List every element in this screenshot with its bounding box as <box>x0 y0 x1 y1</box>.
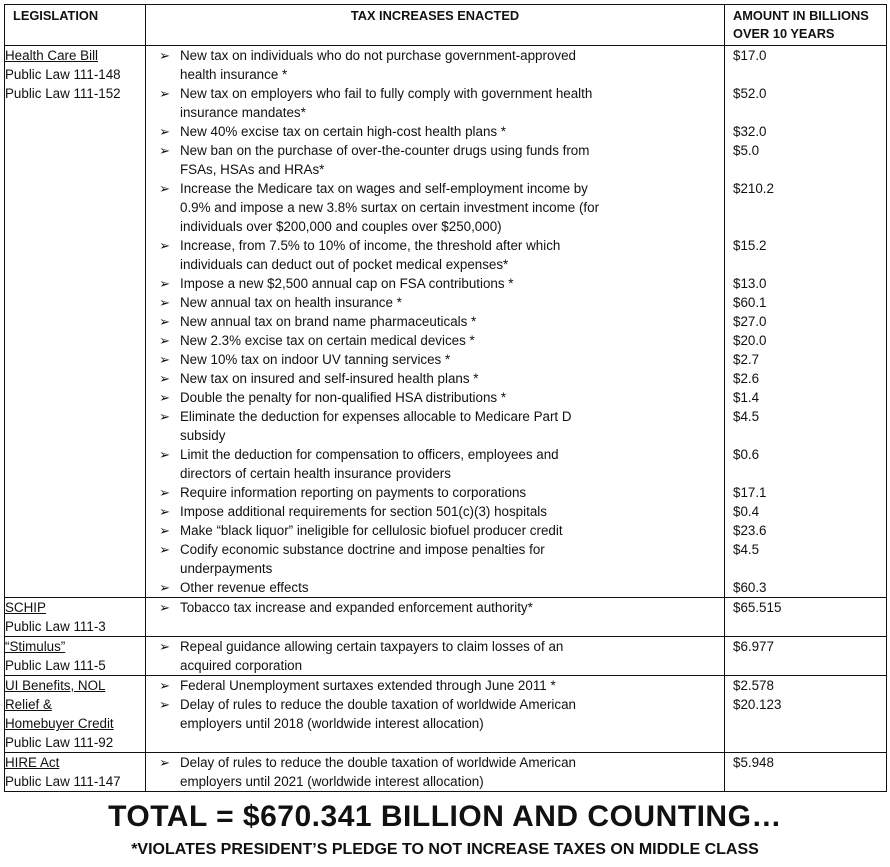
table-body <box>5 46 887 792</box>
tax-item <box>146 598 724 617</box>
arrow-bullet-icon: ➢ <box>159 697 170 712</box>
legislation-name: Relief & <box>5 697 52 712</box>
tax-item <box>146 540 724 578</box>
arrow-bullet-icon: ➢ <box>159 409 170 424</box>
arrow-bullet-icon: ➢ <box>159 352 170 367</box>
tax-item-line: Limit the deduction for compensation to officers, employees and <box>180 447 559 462</box>
amount-value: $13.0 <box>733 276 767 291</box>
tax-item-text <box>180 122 724 141</box>
legislation-row <box>5 46 887 598</box>
table-header-row <box>5 5 887 46</box>
legislation-cell <box>5 46 146 598</box>
tax-item-line: Double the penalty for non-qualified HSA distributions * <box>180 390 507 405</box>
tax-item <box>146 483 724 502</box>
tax-item-text <box>180 84 724 122</box>
amount-value: $0.4 <box>733 504 760 519</box>
arrow-bullet-icon: ➢ <box>159 371 170 386</box>
amount-value: $1.4 <box>733 390 760 405</box>
amounts-cell <box>725 753 887 792</box>
arrow-bullet-icon: ➢ <box>159 295 170 310</box>
tax-item-line: Impose a new $2,500 annual cap on FSA contributions * <box>180 276 514 291</box>
total-line: TOTAL = $670.341 BILLION AND COUNTING… <box>108 800 782 833</box>
amount-value: $20.0 <box>733 333 767 348</box>
amount-value: $0.6 <box>733 447 760 462</box>
footnote: *VIOLATES PRESIDENT’S PLEDGE TO NOT INCREASE TAXES ON MIDDLE CLASS <box>131 841 759 858</box>
tax-item-line: Impose additional requirements for section 501(c)(3) hospitals <box>180 504 547 519</box>
legislation-row <box>5 753 887 792</box>
tax-item-line: New 2.3% excise tax on certain medical devices * <box>180 333 475 348</box>
tax-item-line: FSAs, HSAs and HRAs* <box>180 162 325 177</box>
arrow-bullet-icon: ➢ <box>159 48 170 63</box>
tax-item-line: 0.9% and impose a new 3.8% surtax on certain investment income (for <box>180 200 600 215</box>
tax-items-cell <box>146 598 725 637</box>
legislation-cell <box>5 598 146 637</box>
amount-value: $52.0 <box>733 86 767 101</box>
tax-items-cell <box>146 676 725 753</box>
tax-item-text <box>180 445 724 483</box>
tax-item <box>146 753 724 791</box>
tax-item <box>146 388 724 407</box>
amount-value: $5.948 <box>733 755 774 770</box>
public-law-label: Public Law 111-147 <box>5 774 121 789</box>
public-law-label: Public Law 111-5 <box>5 658 106 673</box>
tax-item-text <box>180 179 724 236</box>
header-amount <box>725 5 887 46</box>
amount-value: $23.6 <box>733 523 767 538</box>
tax-item-text <box>180 540 724 578</box>
arrow-bullet-icon: ➢ <box>159 755 170 770</box>
legislation-name: Homebuyer Credit <box>5 716 114 731</box>
tax-item-line: Delay of rules to reduce the double taxation of worldwide American <box>180 697 576 712</box>
tax-item <box>146 312 724 331</box>
tax-item-text <box>180 312 724 331</box>
amount-value: $17.1 <box>733 485 767 500</box>
tax-item-line: New 10% tax on indoor UV tanning services * <box>180 352 451 367</box>
arrow-bullet-icon: ➢ <box>159 678 170 693</box>
arrow-bullet-icon: ➢ <box>159 390 170 405</box>
header-amount-line1: AMOUNT IN BILLIONS <box>733 8 869 23</box>
legislation-cell <box>5 753 146 792</box>
tax-item <box>146 293 724 312</box>
tax-item-text <box>180 293 724 312</box>
tax-item-line: New ban on the purchase of over-the-counter drugs using funds from <box>180 143 590 158</box>
tax-item <box>146 331 724 350</box>
tax-item <box>146 637 724 675</box>
tax-item-text <box>180 388 724 407</box>
tax-item-line: insurance mandates* <box>180 105 306 120</box>
legislation-row <box>5 676 887 753</box>
tax-item-line: Codify economic substance doctrine and impose penalties for <box>180 542 545 557</box>
tax-item-line: New annual tax on brand name pharmaceuticals * <box>180 314 477 329</box>
amount-value: $210.2 <box>733 181 774 196</box>
arrow-bullet-icon: ➢ <box>159 143 170 158</box>
tax-item-text <box>180 483 724 502</box>
arrow-bullet-icon: ➢ <box>159 600 170 615</box>
tax-item-line: New tax on insured and self-insured health plans * <box>180 371 479 386</box>
tax-item-line: acquired corporation <box>180 658 303 673</box>
tax-item <box>146 676 724 695</box>
tax-item-text <box>180 407 724 445</box>
tax-increases-table <box>4 4 887 792</box>
amount-value: $32.0 <box>733 124 767 139</box>
public-law-label: Public Law 111-152 <box>5 86 121 101</box>
public-law-label: Public Law 111-3 <box>5 619 106 634</box>
tax-item-line: Delay of rules to reduce the double taxation of worldwide American <box>180 755 576 770</box>
arrow-bullet-icon: ➢ <box>159 124 170 139</box>
amount-value: $2.578 <box>733 678 774 693</box>
tax-item-line: Repeal guidance allowing certain taxpayers to claim losses of an <box>180 639 564 654</box>
tax-item <box>146 695 724 733</box>
tax-item-line: employers until 2018 (worldwide interest allocation) <box>180 716 484 731</box>
tax-item <box>146 236 724 274</box>
legislation-name: Health Care Bill <box>5 48 99 63</box>
header-tax-increases: TAX INCREASES ENACTED <box>146 5 725 46</box>
tax-items-cell <box>146 753 725 792</box>
tax-item-line: Tobacco tax increase and expanded enforcement authority* <box>180 600 533 615</box>
tax-item-text <box>180 695 724 733</box>
tax-item-line: New tax on individuals who do not purchase government-approved <box>180 48 577 63</box>
tax-item-line: directors of certain health insurance providers <box>180 466 451 481</box>
public-law-label: Public Law 111-92 <box>5 735 114 750</box>
arrow-bullet-icon: ➢ <box>159 238 170 253</box>
tax-item-text <box>180 46 724 84</box>
tax-item <box>146 502 724 521</box>
tax-item-text <box>180 236 724 274</box>
legislation-name: UI Benefits, NOL <box>5 678 106 693</box>
tax-item-line: Other revenue effects <box>180 580 309 595</box>
amounts-cell <box>725 46 887 598</box>
amount-value: $15.2 <box>733 238 767 253</box>
amount-value: $4.5 <box>733 409 760 424</box>
tax-item-line: health insurance * <box>180 67 288 82</box>
arrow-bullet-icon: ➢ <box>159 639 170 654</box>
arrow-bullet-icon: ➢ <box>159 485 170 500</box>
tax-item <box>146 46 724 84</box>
arrow-bullet-icon: ➢ <box>159 447 170 462</box>
arrow-bullet-icon: ➢ <box>159 276 170 291</box>
legislation-name: SCHIP <box>5 600 46 615</box>
tax-item-text <box>180 676 724 695</box>
tax-item <box>146 122 724 141</box>
tax-item-text <box>180 369 724 388</box>
arrow-bullet-icon: ➢ <box>159 504 170 519</box>
tax-item-text <box>180 141 724 179</box>
tax-item <box>146 141 724 179</box>
header-legislation: LEGISLATION <box>5 5 146 46</box>
tax-item <box>146 407 724 445</box>
amount-value: $65.515 <box>733 600 782 615</box>
legislation-cell <box>5 637 146 676</box>
legislation-name: “Stimulus” <box>5 639 66 654</box>
arrow-bullet-icon: ➢ <box>159 333 170 348</box>
amounts-cell <box>725 637 887 676</box>
amount-value: $60.3 <box>733 580 767 595</box>
arrow-bullet-icon: ➢ <box>159 523 170 538</box>
arrow-bullet-icon: ➢ <box>159 86 170 101</box>
tax-item-text <box>180 598 724 617</box>
header-amount-line2: OVER 10 YEARS <box>733 26 835 41</box>
amount-value: $60.1 <box>733 295 767 310</box>
tax-item-text <box>180 753 724 791</box>
legislation-row <box>5 637 887 676</box>
arrow-bullet-icon: ➢ <box>159 314 170 329</box>
tax-item-text <box>180 350 724 369</box>
tax-item-text <box>180 331 724 350</box>
tax-item <box>146 578 724 597</box>
tax-item <box>146 274 724 293</box>
tax-item-line: New annual tax on health insurance * <box>180 295 402 310</box>
tax-item-line: individuals can deduct out of pocket medical expenses* <box>180 257 509 272</box>
tax-items-cell <box>146 46 725 598</box>
legislation-cell <box>5 676 146 753</box>
tax-item-text <box>180 578 724 597</box>
tax-item-line: subsidy <box>180 428 226 443</box>
amounts-cell <box>725 598 887 637</box>
amount-value: $27.0 <box>733 314 767 329</box>
amount-value: $20.123 <box>733 697 782 712</box>
tax-item <box>146 521 724 540</box>
tax-item-line: individuals over $200,000 and couples over $250,000) <box>180 219 502 234</box>
tax-item <box>146 445 724 483</box>
tax-item-line: Increase, from 7.5% to 10% of income, the threshold after which <box>180 238 561 253</box>
tax-item-line: Require information reporting on payments to corporations <box>180 485 527 500</box>
amount-value: $17.0 <box>733 48 767 63</box>
amount-value: $5.0 <box>733 143 760 158</box>
tax-item <box>146 369 724 388</box>
tax-item <box>146 350 724 369</box>
tax-item-line: underpayments <box>180 561 273 576</box>
amount-value: $6.977 <box>733 639 774 654</box>
tax-item <box>146 84 724 122</box>
tax-item-text <box>180 274 724 293</box>
tax-item-text <box>180 502 724 521</box>
legislation-name: HIRE Act <box>5 755 60 770</box>
tax-item-line: employers until 2021 (worldwide interest allocation) <box>180 774 484 789</box>
tax-item-line: Increase the Medicare tax on wages and self-employment income by <box>180 181 588 196</box>
amounts-cell <box>725 676 887 753</box>
amount-value: $2.6 <box>733 371 760 386</box>
arrow-bullet-icon: ➢ <box>159 542 170 557</box>
tax-item-line: New 40% excise tax on certain high-cost health plans * <box>180 124 507 139</box>
legislation-row <box>5 598 887 637</box>
tax-items-cell <box>146 637 725 676</box>
tax-item-line: New tax on employers who fail to fully comply with government health <box>180 86 593 101</box>
tax-item-text <box>180 521 724 540</box>
tax-item-line: Eliminate the deduction for expenses allocable to Medicare Part D <box>180 409 572 424</box>
arrow-bullet-icon: ➢ <box>159 580 170 595</box>
tax-item <box>146 179 724 236</box>
amount-value: $2.7 <box>733 352 760 367</box>
tax-item-line: Federal Unemployment surtaxes extended through June 2011 * <box>180 678 556 693</box>
amount-value: $4.5 <box>733 542 760 557</box>
arrow-bullet-icon: ➢ <box>159 181 170 196</box>
tax-item-line: Make “black liquor” ineligible for cellulosic biofuel producer credit <box>180 523 563 538</box>
public-law-label: Public Law 111-148 <box>5 67 121 82</box>
tax-item-text <box>180 637 724 675</box>
